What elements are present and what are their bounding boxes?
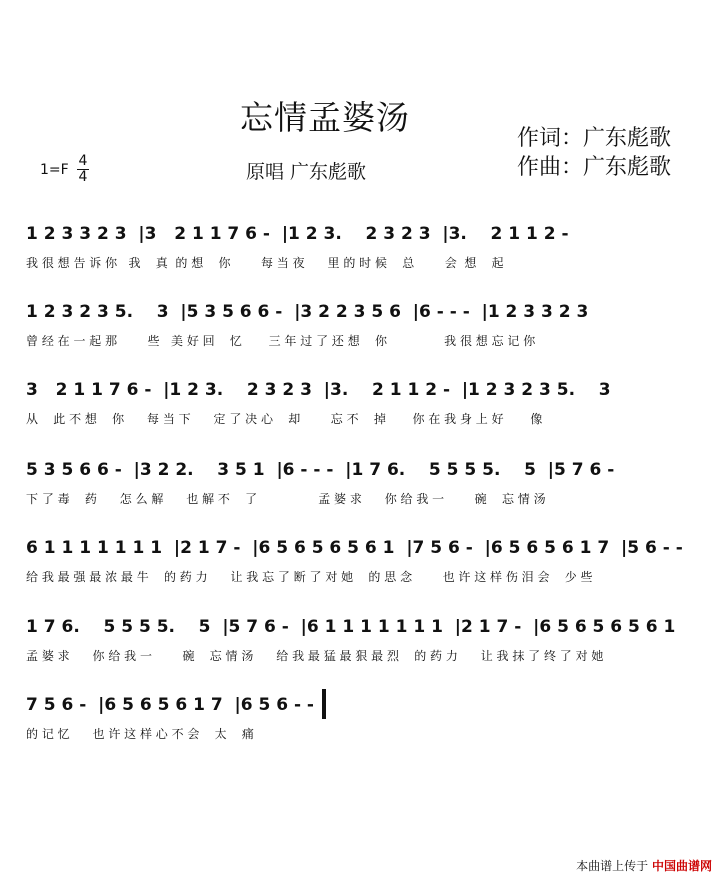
- notation-line: 6 1 1 1 1 1 1 1 |2 1 7 - |6 5 6 5 6 5 6 1 |7 5 6 - |6 5 6 5 6 1 7 |5 6 - -: [26, 538, 683, 558]
- original-singer: 原唱 广东彪歌: [246, 161, 367, 183]
- notation-line: 3 2 1 1 7 6 - |1 2 3. 2 3 2 3 |3. 2 1 1 2 - |1 2 3 2 3 5. 3: [26, 380, 611, 400]
- score-system: [0, 302, 722, 374]
- notation-line: 1 2 3 2 3 5. 3 |5 3 5 6 6 - |3 2 2 3 5 6 |6 - - - |1 2 3 3 2 3: [26, 302, 589, 322]
- lyrics-line: 从 此 不 想 你 每 当 下 定 了 决 心 却 忘 不 掉 你 在 我 身 上 好 像: [26, 412, 543, 426]
- lyrics-line: 下 了 毒 药 怎 么 解 也 解 不 了 孟 婆 求 你 给 我 一 碗 忘 情 汤: [26, 492, 546, 506]
- lyrics-line: 我 很 想 告 诉 你 我 真 的 想 你 每 当 夜 里 的 时 候 总 会 想 起: [26, 256, 504, 270]
- score-system: [0, 224, 722, 296]
- song-title: 忘情孟婆汤: [240, 98, 410, 137]
- score-system: [0, 617, 722, 689]
- time-signature-top: 4: [78, 153, 88, 169]
- score-system: [0, 380, 722, 452]
- footer-text: 本曲谱上传于: [576, 859, 649, 873]
- score-system: [0, 695, 722, 767]
- notation-line: 5 3 5 6 6 - |3 2 2. 3 5 1 |6 - - - |1 7 6. 5 5 5 5. 5 |5 7 6 -: [26, 460, 615, 480]
- site-logo[interactable]: 中国曲谱网: [651, 859, 712, 873]
- key-signature: 1=F: [40, 162, 69, 178]
- footer: [576, 857, 712, 874]
- composer: 作曲：广东彪歌: [517, 155, 672, 180]
- credits: [517, 124, 671, 182]
- score-system: [0, 460, 722, 532]
- final-barline: [322, 689, 326, 719]
- notation-line: 1 2 3 3 2 3 |3 2 1 1 7 6 - |1 2 3. 2 3 2 3 |3. 2 1 1 2 -: [26, 224, 581, 244]
- score-system: [0, 538, 722, 610]
- lyrics-line: 的 记 忆 也 许 这 样 心 不 会 太 痛: [26, 727, 254, 741]
- lyrics-line: 曾 经 在 一 起 那 些 美 好 回 忆 三 年 过 了 还 想 你 我 很 想 忘 记 你: [26, 334, 536, 348]
- notation-line: 7 5 6 - |6 5 6 5 6 1 7 |6 5 6 - -: [26, 695, 314, 715]
- lyricist: 作词：广东彪歌: [517, 126, 672, 151]
- lyrics-line: 给 我 最 强 最 浓 最 牛 的 药 力 让 我 忘 了 断 了 对 她 的 思 念 也 许 这 样 伤 泪 会 少 些: [26, 570, 593, 584]
- notation-line: 1 7 6. 5 5 5 5. 5 |5 7 6 - |6 1 1 1 1 1 1 1 |2 1 7 - |6 5 6 5 6 5 6 1: [26, 617, 676, 637]
- lyrics-line: 孟 婆 求 你 给 我 一 碗 忘 情 汤 给 我 最 猛 最 狠 最 烈 的 药 力 让 我 抹 了 终 了 对 她: [26, 649, 604, 663]
- time-signature-bottom: 4: [78, 169, 88, 185]
- time-signature: [77, 154, 89, 185]
